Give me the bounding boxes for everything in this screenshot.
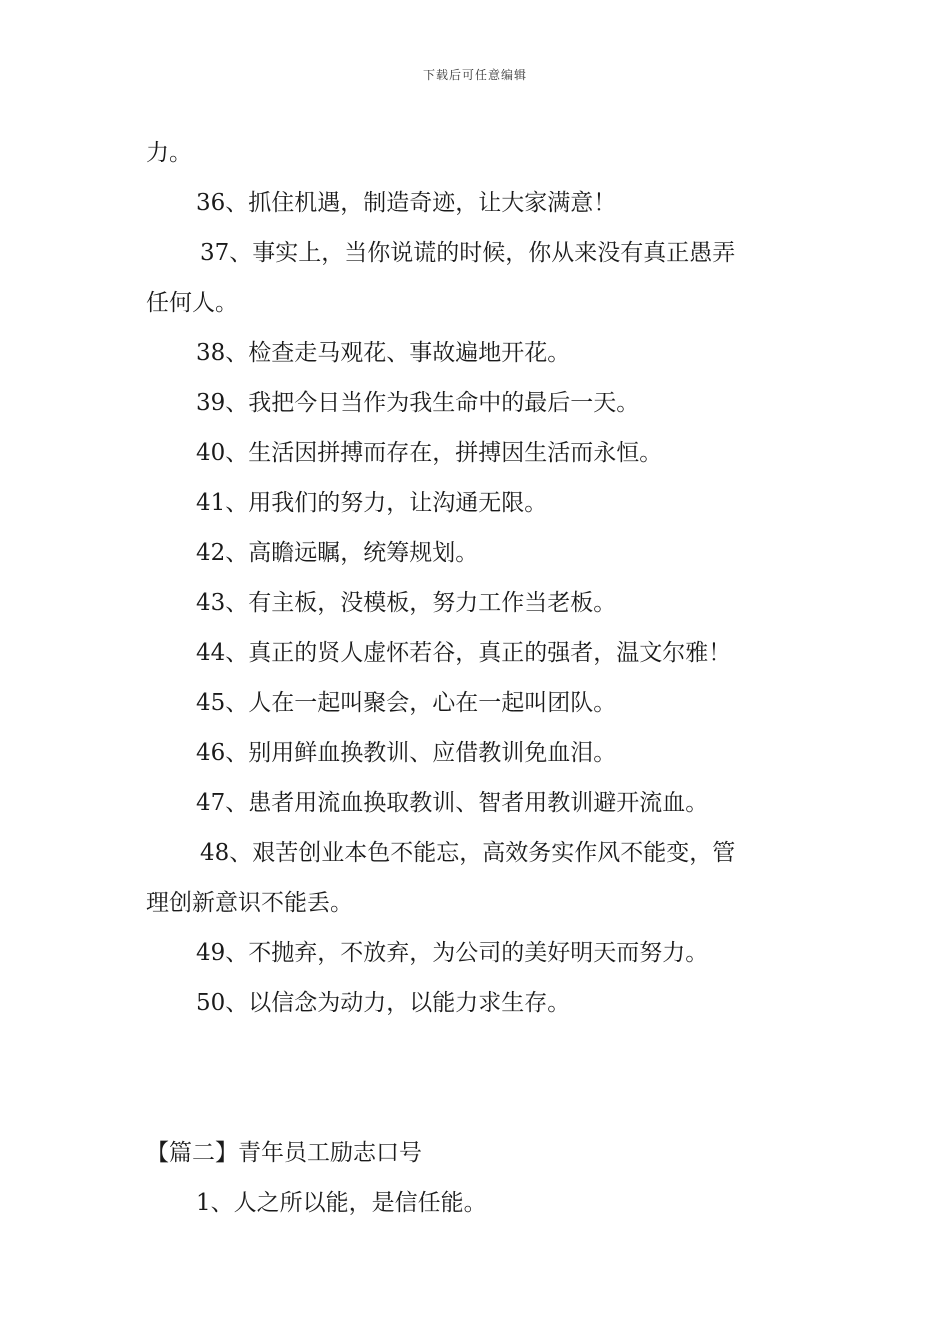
list-item: 36、抓住机遇，制造奇迹，让大家满意！ [196, 190, 617, 216]
list-item: 44、真正的贤人虚怀若谷，真正的强者，温文尔雅！ [196, 640, 732, 666]
text-line: 力。 [146, 140, 192, 166]
section-spacer [146, 1028, 811, 1128]
list-item: 50、以信念为动力，以能力求生存。 [196, 990, 571, 1016]
list-item: 46、别用鲜血换教训、应借教训免血泪。 [196, 740, 617, 766]
text-line: 理创新意识不能丢。 [146, 890, 353, 916]
list-item: 47、患者用流血换取教训、智者用教训避开流血。 [196, 790, 709, 816]
list-item: 49、不抛弃，不放弃，为公司的美好明天而努力。 [196, 940, 709, 966]
list-item: 39、我把今日当作为我生命中的最后一天。 [196, 390, 640, 416]
list-item: 41、用我们的努力，让沟通无限。 [196, 490, 548, 516]
page-header-watermark: 下载后可任意编辑 [422, 68, 527, 82]
list-item: 37、事实上，当你说谎的时候，你从来没有真正愚弄 [200, 240, 736, 266]
text-line: 任何人。 [146, 290, 238, 316]
list-item: 42、高瞻远瞩，统筹规划。 [196, 540, 479, 566]
list-item: 48、艰苦创业本色不能忘，高效务实作风不能变，管 [200, 840, 736, 866]
document-body [146, 128, 811, 1228]
section-title: 【篇二】青年员工励志口号 [146, 1140, 422, 1166]
list-item: 45、人在一起叫聚会，心在一起叫团队。 [196, 690, 617, 716]
list-item: 43、有主板，没模板，努力工作当老板。 [196, 590, 617, 616]
list-item: 38、检查走马观花、事故遍地开花。 [196, 340, 571, 366]
list-item: 40、生活因拼搏而存在，拼搏因生活而永恒。 [196, 440, 663, 466]
list-item: 1、人之所以能，是信任能。 [196, 1190, 487, 1216]
